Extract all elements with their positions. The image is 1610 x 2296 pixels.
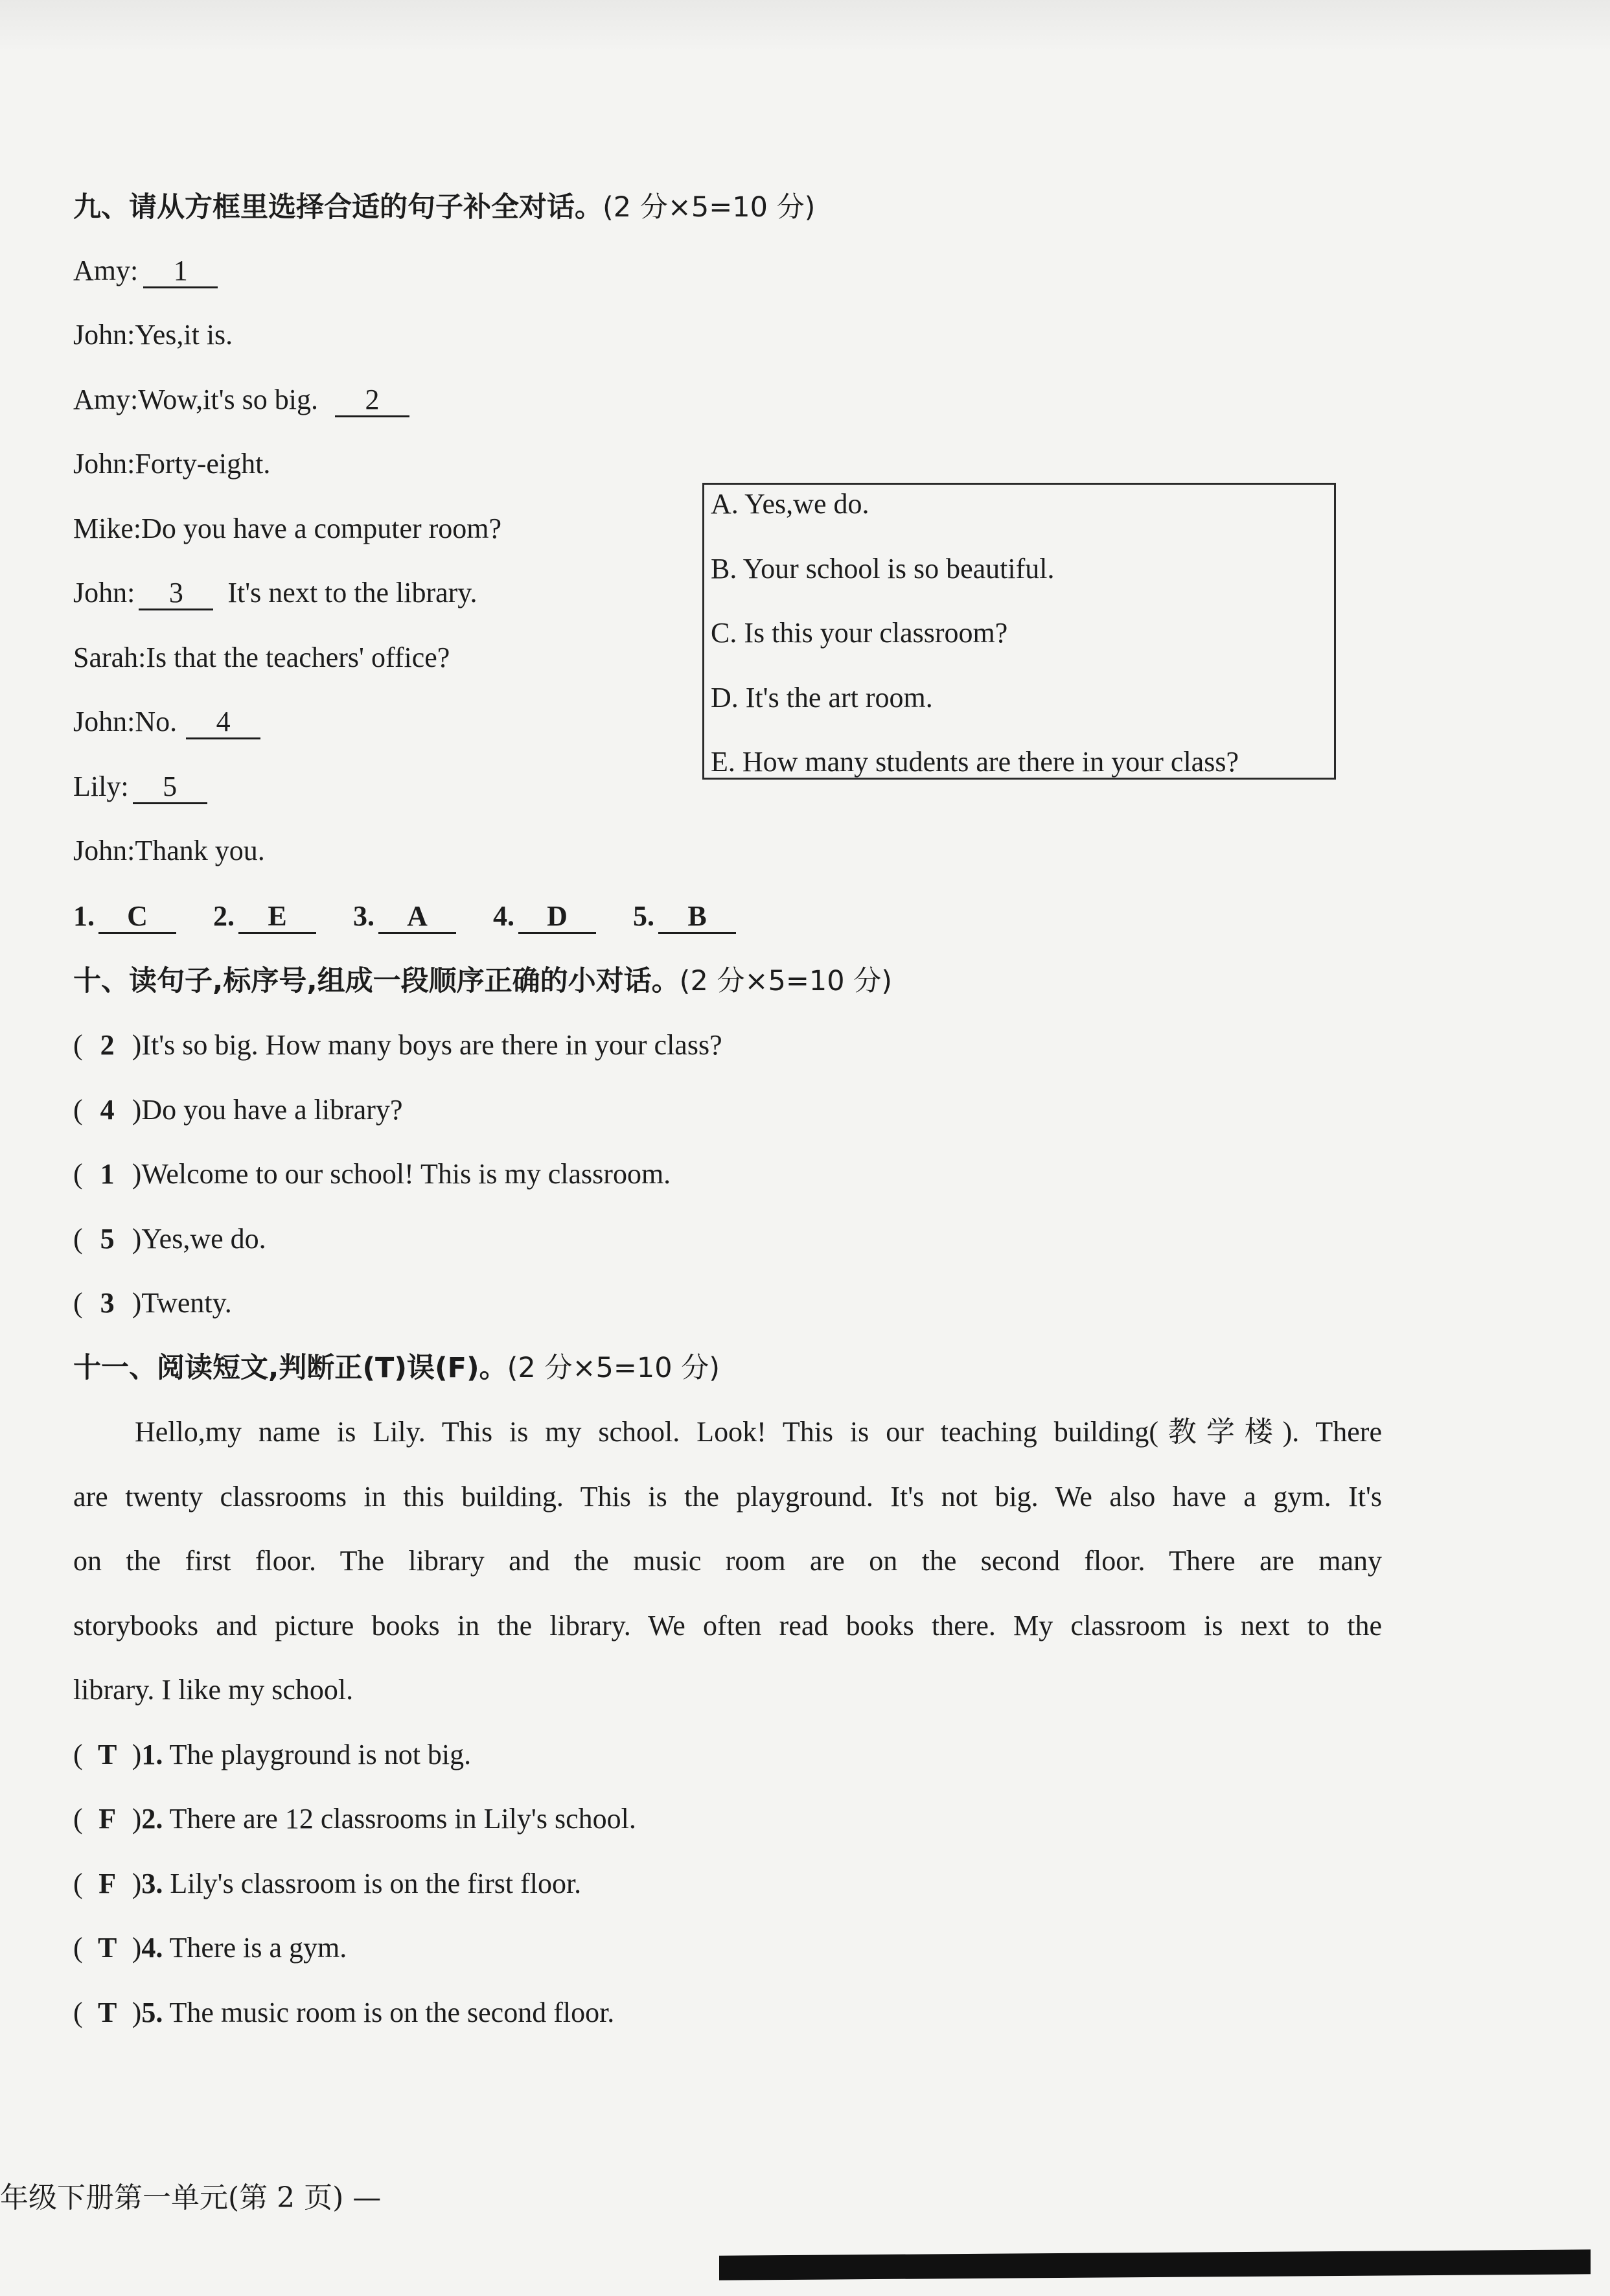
speaker: John: bbox=[73, 835, 135, 866]
dialogue-line-8 bbox=[73, 702, 260, 741]
answer-item: 3. A bbox=[353, 897, 456, 936]
order-text: Welcome to our school! This is my classroom. bbox=[141, 1158, 671, 1190]
speaker: Amy: bbox=[73, 384, 139, 415]
order-item: ( 1 )Welcome to our school! This is my classroom. bbox=[73, 1155, 671, 1194]
page-footer: 年级下册第一单元(第 2 页) — bbox=[0, 2181, 382, 2214]
section10-score: (2 分×5=10 分) bbox=[679, 965, 893, 997]
answer-value: D bbox=[518, 898, 596, 934]
judge-mark: F bbox=[98, 1868, 117, 1899]
speaker: Amy: bbox=[73, 255, 139, 286]
judge-item: ( F )2. There are 12 classrooms in Lily's school. bbox=[73, 1800, 636, 1838]
section9-title: 九、请从方框里选择合适的句子补全对话。 bbox=[73, 191, 603, 224]
answer-blank-5: 5 bbox=[133, 769, 207, 804]
dialogue-line-9 bbox=[73, 767, 207, 806]
option-c: C. Is this your classroom? bbox=[711, 617, 1008, 649]
speaker: John: bbox=[73, 577, 135, 609]
passage-line: library. I like my school. bbox=[73, 1674, 354, 1706]
dialogue-line-1 bbox=[73, 251, 218, 290]
answer-item: 5. B bbox=[633, 897, 736, 936]
order-item: ( 4 )Do you have a library? bbox=[73, 1091, 403, 1130]
judge-mark: T bbox=[97, 1932, 117, 1964]
judge-item: ( T )5. The music room is on the second floor. bbox=[73, 1993, 614, 2032]
dialogue-line-6 bbox=[73, 574, 477, 612]
dialogue-text: No. bbox=[135, 706, 178, 737]
passage-line: on the first floor. The library and the music room are on the second floor. There are many bbox=[73, 1545, 1382, 1577]
dialogue-text: Is that the teachers' office? bbox=[146, 642, 450, 673]
answer-value: B bbox=[658, 898, 736, 934]
order-text: Do you have a library? bbox=[141, 1094, 403, 1126]
judge-mark: T bbox=[97, 1739, 117, 1770]
speaker: Lily: bbox=[73, 771, 129, 802]
dialogue-text: Do you have a computer room? bbox=[141, 513, 502, 544]
section10-heading bbox=[73, 962, 892, 1001]
dialogue-line-5 bbox=[73, 509, 501, 548]
order-mark: 1 bbox=[100, 1158, 115, 1190]
answer-value: E bbox=[238, 898, 316, 934]
dialogue-text: Thank you. bbox=[135, 835, 265, 866]
judge-text: The playground is not big. bbox=[169, 1739, 472, 1770]
dialogue-text: Wow,it's so big. bbox=[138, 384, 319, 415]
judge-item: ( F )3. Lily's classroom is on the first floor. bbox=[73, 1864, 581, 1903]
speaker: John: bbox=[73, 448, 135, 480]
order-mark: 4 bbox=[100, 1094, 115, 1126]
section9-heading bbox=[73, 188, 815, 227]
answer-blank-3: 3 bbox=[139, 575, 213, 610]
judge-mark: F bbox=[98, 1803, 117, 1835]
speaker: Mike: bbox=[73, 513, 142, 544]
answer-item: 1. C bbox=[73, 897, 176, 936]
passage-line: storybooks and picture books in the library. We often read books there. My classroom is next to the bbox=[73, 1610, 1382, 1641]
answer-item: 2. E bbox=[213, 897, 316, 936]
section11-title: 十一、阅读短文,判断正(T)误(F)。 bbox=[73, 1352, 507, 1384]
section11-heading bbox=[73, 1349, 720, 1387]
speaker: Sarah: bbox=[73, 642, 146, 673]
judge-text: There is a gym. bbox=[169, 1932, 347, 1964]
section9-score: (2 分×5=10 分) bbox=[603, 191, 816, 224]
dialogue-line-4 bbox=[73, 445, 270, 483]
judge-text: Lily's classroom is on the first floor. bbox=[170, 1868, 582, 1899]
option-d: D. It's the art room. bbox=[711, 682, 933, 713]
judge-mark: T bbox=[97, 1997, 117, 2028]
judge-item: ( T )4. There is a gym. bbox=[73, 1929, 347, 1967]
dialogue-line-10 bbox=[73, 831, 265, 870]
option-a: A. Yes,we do. bbox=[711, 488, 869, 520]
dialogue-text: Forty-eight. bbox=[135, 448, 271, 480]
passage-line: are twenty classrooms in this building. This is the playground. It's not big. We also have a gym. It's bbox=[73, 1481, 1382, 1513]
option-b: B. Your school is so beautiful. bbox=[711, 553, 1055, 585]
order-mark: 2 bbox=[100, 1029, 115, 1061]
answer-blank-1: 1 bbox=[143, 253, 218, 288]
passage-line: Hello,my name is Lily. This is my school. Look! This is our teaching building(教学楼). There bbox=[135, 1416, 1382, 1448]
order-item: ( 3 )Twenty. bbox=[73, 1284, 232, 1323]
answer-blank-4: 4 bbox=[186, 704, 260, 739]
order-mark: 3 bbox=[100, 1287, 115, 1319]
dialogue-text: It's next to the library. bbox=[227, 577, 477, 609]
dialogue-line-2 bbox=[73, 316, 233, 354]
answer-blank-2: 2 bbox=[335, 382, 409, 417]
speaker: John: bbox=[73, 706, 135, 737]
dialogue-line-3 bbox=[73, 380, 409, 419]
speaker: John: bbox=[73, 319, 135, 351]
order-mark: 5 bbox=[100, 1223, 115, 1255]
dialogue-line-7 bbox=[73, 638, 450, 677]
answer-value: C bbox=[98, 898, 176, 934]
section10-title: 十、读句子,标序号,组成一段顺序正确的小对话。 bbox=[73, 965, 680, 997]
order-text: It's so big. How many boys are there in your class? bbox=[141, 1029, 722, 1061]
page-top-shade bbox=[0, 0, 1610, 52]
dialogue-text: Yes,it is. bbox=[135, 319, 233, 351]
judge-text: There are 12 classrooms in Lily's school. bbox=[169, 1803, 636, 1835]
answer-value: A bbox=[378, 898, 456, 934]
options-box bbox=[702, 483, 1336, 780]
order-text: Twenty. bbox=[141, 1287, 232, 1319]
judge-text: The music room is on the second floor. bbox=[169, 1997, 615, 2028]
section11-score: (2 分×5=10 分) bbox=[507, 1352, 720, 1384]
judge-item: ( T )1. The playground is not big. bbox=[73, 1735, 471, 1774]
scan-edge-bar bbox=[719, 2249, 1591, 2280]
order-item: ( 5 )Yes,we do. bbox=[73, 1220, 266, 1258]
section9-answers bbox=[73, 897, 766, 936]
order-text: Yes,we do. bbox=[141, 1223, 266, 1255]
option-e: E. How many students are there in your class? bbox=[711, 746, 1239, 778]
answer-item: 4. D bbox=[493, 897, 596, 936]
order-item: ( 2 )It's so big. How many boys are there in your class? bbox=[73, 1026, 722, 1065]
